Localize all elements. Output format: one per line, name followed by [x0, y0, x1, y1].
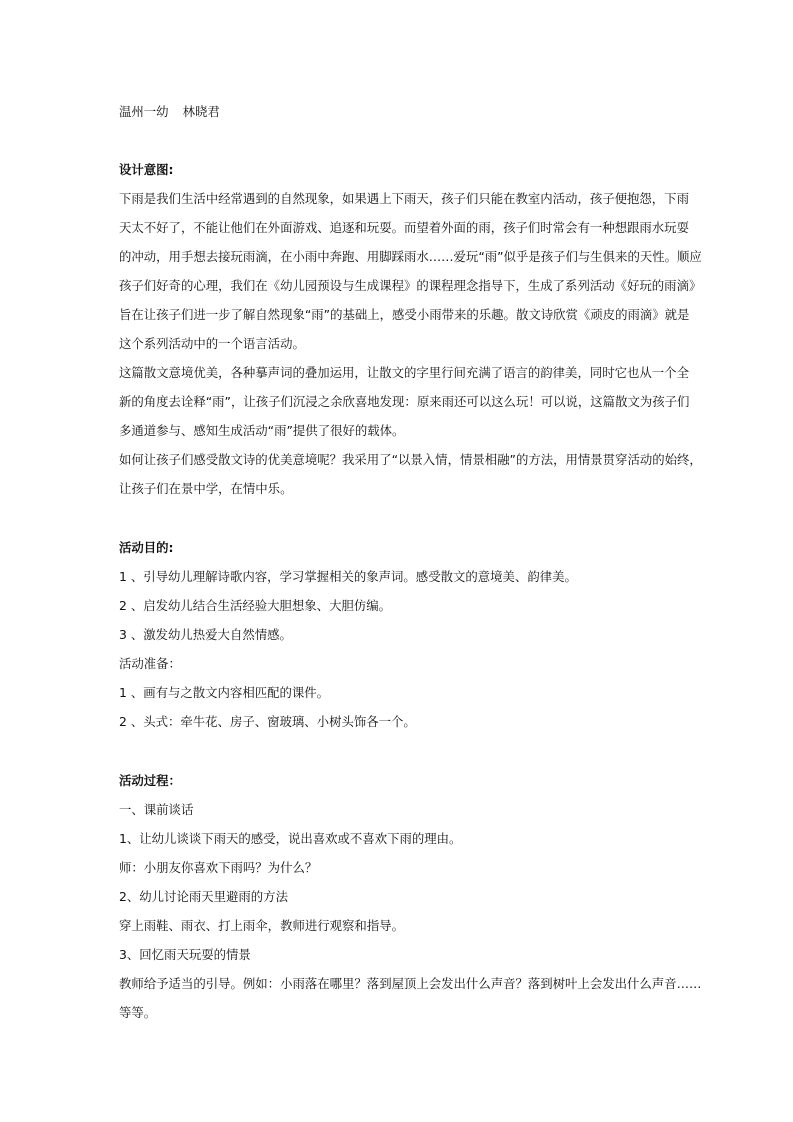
goal-item: 2 、启发幼儿结合生活经验大胆想象、大胆仿编。 [119, 598, 392, 613]
goals-heading: 活动目的: [119, 540, 174, 555]
design-paragraph-line: 这篇散文意境优美，各种摹声词的叠加运用，让散文的字里行间充满了语言的韵律美，同时它也从一个全 [119, 365, 689, 380]
author-line [119, 104, 220, 120]
process-line: 2、幼儿讨论雨天里避雨的方法 [119, 889, 288, 904]
design-paragraph-line: 的冲动，用手想去接玩雨滴，在小雨中奔跑、用脚踩雨水……爱玩“雨”似乎是孩子们与生俱来的天性。顺应 [119, 249, 702, 264]
author-name: 林晓君 [182, 104, 220, 119]
design-paragraph-line: 这个系列活动中的一个语言活动。 [119, 336, 305, 351]
prep-heading: 活动准备： [119, 656, 181, 671]
design-paragraph-line: 让孩子们在景中学，在情中乐。 [119, 481, 293, 496]
design-paragraph-line: 旨在让孩子们进一步了解自然现象“雨”的基础上，感受小雨带来的乐趣。散文诗欣赏《顽皮的雨滴》就是 [119, 307, 690, 322]
process-line: 3、回忆雨天玩耍的情景 [119, 947, 251, 962]
prep-item: 1 、画有与之散文内容相匹配的课件。 [119, 685, 330, 700]
design-paragraph-line: 新的角度去诠释“雨”，让孩子们沉浸之余欣喜地发现：原来雨还可以这么玩！可以说，这篇散文为孩子们 [119, 394, 690, 409]
process-line: 一、课前谈话 [119, 802, 194, 817]
design-heading: 设计意图: [119, 162, 174, 177]
design-paragraph-line: 如何让孩子们感受散文诗的优美意境呢？我采用了“以景入情，情景相融”的方法，用情景贯穿活动的始终， [119, 452, 702, 467]
process-heading: 活动过程： [119, 773, 181, 788]
process-line: 教师给予适当的引导。例如：小雨落在哪里？落到屋顶上会发出什么声音？落到树叶上会发出什么声音…… [119, 976, 702, 991]
process-line: 穿上雨鞋、雨衣、打上雨伞，教师进行观察和指导。 [119, 918, 404, 933]
process-line: 等等。 [119, 1005, 157, 1020]
school-name: 温州一幼 [119, 104, 169, 119]
prep-item: 2 、头式：牵牛花、房子、窗玻璃、小树头饰各一个。 [119, 714, 416, 729]
design-paragraph-line: 下雨是我们生活中经常遇到的自然现象，如果遇上下雨天，孩子们只能在教室内活动，孩子便抱怨，下雨 [119, 191, 689, 206]
process-line: 师：小朋友你喜欢下雨吗？为什么？ [119, 860, 318, 875]
design-paragraph-line: 孩子们好奇的心理，我们在《幼儿园预设与生成课程》的课程理念指导下，生成了系列活动《好玩的雨滴》 [119, 278, 702, 293]
design-paragraph-line: 天太不好了，不能让他们在外面游戏、追逐和玩耍。而望着外面的雨，孩子们时常会有一种想跟雨水玩耍 [119, 220, 689, 235]
goal-item: 3 、激发幼儿热爱大自然情感。 [119, 627, 292, 642]
design-paragraph-line: 多通道参与、感知生成活动“雨”提供了很好的载体。 [119, 423, 405, 438]
process-line: 1、让幼儿谈谈下雨天的感受，说出喜欢或不喜欢下雨的理由。 [119, 831, 462, 846]
goal-item: 1 、引导幼儿理解诗歌内容，学习掌握相关的象声词。感受散文的意境美、韵律美。 [119, 569, 577, 584]
